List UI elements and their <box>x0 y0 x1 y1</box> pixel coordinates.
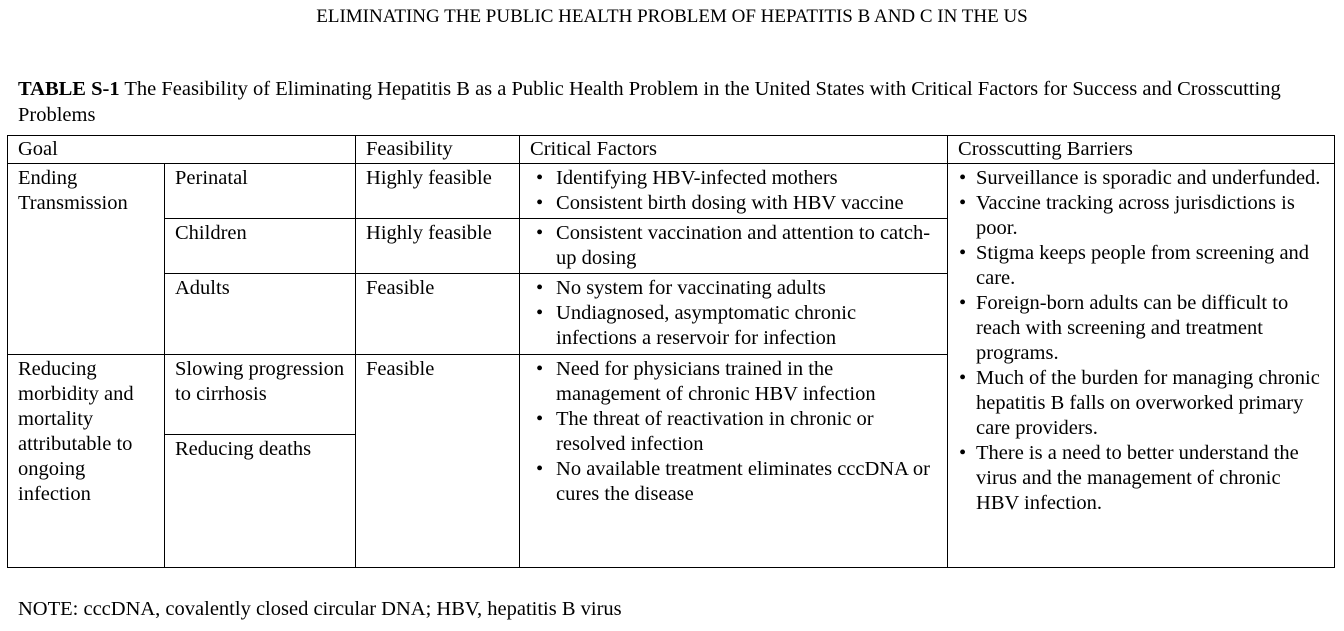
table-row <box>8 164 1335 219</box>
sub-goal-cell: Adults <box>165 274 356 355</box>
list-item: • Consistent vaccination and attention to catch-up dosing <box>556 221 937 271</box>
crosscutting-barriers-cell <box>948 164 1335 568</box>
header-feasibility: Feasibility <box>356 136 520 164</box>
table-note: NOTE: cccDNA, covalently closed circular DNA; HBV, hepatitis B virus <box>18 598 622 620</box>
list-item: • Stigma keeps people from screening and care. <box>976 241 1324 291</box>
feasibility-cell: Highly feasible <box>356 219 520 274</box>
feasibility-table <box>7 135 1335 568</box>
list-item: • Surveillance is sporadic and underfunded. <box>976 166 1324 191</box>
list-item: • Vaccine tracking across jurisdictions is poor. <box>976 191 1324 241</box>
running-head: ELIMINATING THE PUBLIC HEALTH PROBLEM OF HEPATITIS B AND C IN THE US <box>316 6 1028 27</box>
sub-goal-cell: Children <box>165 219 356 274</box>
goal-ending-transmission: Ending Transmission <box>8 164 165 355</box>
list-item: • Identifying HBV-infected mothers <box>556 166 937 191</box>
sub-goal-cell: Slowing progression to cirrhosis <box>165 355 356 435</box>
header-crosscutting-barriers: Crosscutting Barriers <box>948 136 1335 164</box>
table-title: The Feasibility of Eliminating Hepatitis B as a Public Health Problem in the United States with Critical Factors for Success and Crosscutting Problems <box>18 78 1281 126</box>
goal-reducing-morbidity: Reducing morbidity and mortality attributable to ongoing infection <box>8 355 165 568</box>
list-item: • Consistent birth dosing with HBV vaccine <box>556 191 937 216</box>
critical-factors-cell <box>520 274 948 355</box>
list-item: • Need for physicians trained in the management of chronic HBV infection <box>556 357 937 407</box>
list-item: • Undiagnosed, asymptomatic chronic infections a reservoir for infection <box>556 301 937 351</box>
list-item: • No system for vaccinating adults <box>556 276 937 301</box>
header-goal: Goal <box>8 136 356 164</box>
list-item: • There is a need to better understand the virus and the management of chronic HBV infection. <box>976 441 1324 516</box>
feasibility-cell: Highly feasible <box>356 164 520 219</box>
table-label: TABLE S-1 <box>18 78 120 100</box>
table-header-row <box>8 136 1335 164</box>
table-caption <box>18 76 1328 128</box>
header-critical-factors: Critical Factors <box>520 136 948 164</box>
list-item: • The threat of reactivation in chronic or resolved infection <box>556 407 937 457</box>
list-item: • Much of the burden for managing chronic hepatitis B falls on overworked primary care providers. <box>976 366 1324 441</box>
critical-factors-cell <box>520 355 948 568</box>
sub-goal-cell: Reducing deaths <box>165 435 356 568</box>
sub-goal-cell: Perinatal <box>165 164 356 219</box>
critical-factors-cell <box>520 164 948 219</box>
feasibility-cell: Feasible <box>356 274 520 355</box>
critical-factors-cell <box>520 219 948 274</box>
list-item: • Foreign-born adults can be difficult to reach with screening and treatment programs. <box>976 291 1324 366</box>
feasibility-cell: Feasible <box>356 355 520 568</box>
list-item: • No available treatment eliminates cccDNA or cures the disease <box>556 457 937 507</box>
